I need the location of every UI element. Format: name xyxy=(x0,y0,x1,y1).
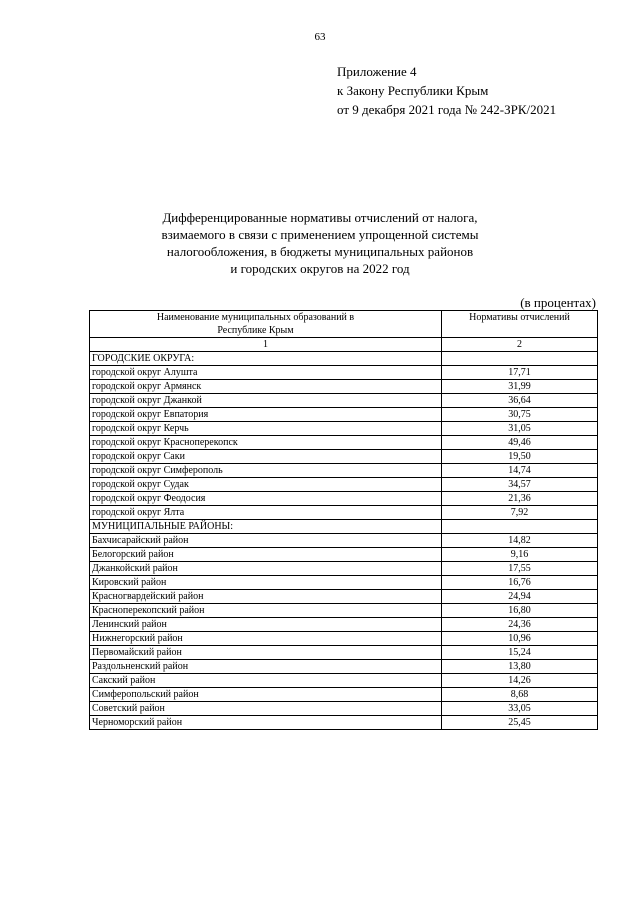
table-row xyxy=(90,604,598,618)
table-row xyxy=(90,590,598,604)
table-row xyxy=(90,408,598,422)
table-row xyxy=(90,478,598,492)
appendix-line: к Закону Республики Крым xyxy=(337,83,489,98)
municipality-name: Раздольненский район xyxy=(90,660,442,674)
appendix-line: от 9 декабря 2021 года № 242-ЗРК/2021 xyxy=(337,102,557,117)
municipality-name: Черноморский район xyxy=(90,716,442,730)
municipality-name: Бахчисарайский район xyxy=(90,534,442,548)
table-row xyxy=(90,716,598,730)
municipality-name: городской округ Ялта xyxy=(90,506,442,520)
norm-value: 14,82 xyxy=(442,534,598,548)
norm-value: 31,05 xyxy=(442,422,598,436)
norm-value: 14,74 xyxy=(442,464,598,478)
municipality-name: Красногвардейский район xyxy=(90,590,442,604)
column-number-row xyxy=(90,338,598,352)
municipality-name: городской округ Судак xyxy=(90,478,442,492)
section-empty-cell xyxy=(442,352,598,366)
table-row xyxy=(90,436,598,450)
norm-value: 36,64 xyxy=(442,394,598,408)
municipality-name: Джанкойский район xyxy=(90,562,442,576)
norm-value: 24,94 xyxy=(442,590,598,604)
table-row xyxy=(90,492,598,506)
table-row xyxy=(90,562,598,576)
column-header-name: Наименование муниципальных образований в Республике Крым xyxy=(90,311,442,338)
municipality-name: Ленинский район xyxy=(90,618,442,632)
table-row xyxy=(90,618,598,632)
norm-value: 24,36 xyxy=(442,618,598,632)
table-row xyxy=(90,576,598,590)
municipality-name: Симферопольский район xyxy=(90,688,442,702)
norm-value: 17,71 xyxy=(442,366,598,380)
norm-value: 16,76 xyxy=(442,576,598,590)
norm-value: 17,55 xyxy=(442,562,598,576)
table-row xyxy=(90,366,598,380)
norm-value: 10,96 xyxy=(442,632,598,646)
table-body xyxy=(90,352,598,730)
municipality-name: городской округ Феодосия xyxy=(90,492,442,506)
municipality-name: Нижнегорский район xyxy=(90,632,442,646)
title-line: Дифференцированные нормативы отчислений от налога, xyxy=(162,210,478,225)
norm-value: 9,16 xyxy=(442,548,598,562)
table-row xyxy=(90,674,598,688)
table-row xyxy=(90,394,598,408)
table-header-row xyxy=(90,311,598,338)
norm-value: 14,26 xyxy=(442,674,598,688)
units-label: (в процентах) xyxy=(520,295,596,310)
table-row xyxy=(90,422,598,436)
title-line: и городских округов на 2022 год xyxy=(230,261,410,276)
column-header-norm: Нормативы отчислений xyxy=(442,311,598,338)
table-row xyxy=(90,632,598,646)
municipality-name: Кировский район xyxy=(90,576,442,590)
table-row xyxy=(90,534,598,548)
municipality-name: городской округ Керчь xyxy=(90,422,442,436)
municipality-name: Советский район xyxy=(90,702,442,716)
section-title: ГОРОДСКИЕ ОКРУГА: xyxy=(90,352,442,366)
norm-value: 25,45 xyxy=(442,716,598,730)
title-line: налогообложения, в бюджеты муниципальных районов xyxy=(166,244,474,259)
column-number: 1 xyxy=(90,338,442,352)
norm-value: 13,80 xyxy=(442,660,598,674)
municipality-name: городской округ Алушта xyxy=(90,366,442,380)
norm-value: 30,75 xyxy=(442,408,598,422)
section-row xyxy=(90,352,598,366)
municipality-name: городской округ Джанкой xyxy=(90,394,442,408)
table-row xyxy=(90,506,598,520)
norm-value: 34,57 xyxy=(442,478,598,492)
table-row xyxy=(90,450,598,464)
norm-value: 15,24 xyxy=(442,646,598,660)
norm-value: 7,92 xyxy=(442,506,598,520)
table-row xyxy=(90,646,598,660)
norm-value: 31,99 xyxy=(442,380,598,394)
appendix-block xyxy=(337,62,556,119)
section-row xyxy=(90,520,598,534)
municipality-name: городской округ Красноперекопск xyxy=(90,436,442,450)
page-number: 63 xyxy=(314,31,326,43)
table-row xyxy=(90,464,598,478)
municipality-name: городской округ Евпатория xyxy=(90,408,442,422)
table-row xyxy=(90,548,598,562)
norm-value: 49,46 xyxy=(442,436,598,450)
document-title xyxy=(80,209,560,277)
norm-value: 19,50 xyxy=(442,450,598,464)
section-title: МУНИЦИПАЛЬНЫЕ РАЙОНЫ: xyxy=(90,520,442,534)
municipality-name: городской округ Саки xyxy=(90,450,442,464)
column-number: 2 xyxy=(442,338,598,352)
municipality-name: Сакский район xyxy=(90,674,442,688)
municipality-name: городской округ Армянск xyxy=(90,380,442,394)
table-row xyxy=(90,660,598,674)
title-line: взимаемого в связи с применением упрощенной системы xyxy=(161,227,479,242)
appendix-line: Приложение 4 xyxy=(337,64,417,79)
norm-value: 8,68 xyxy=(442,688,598,702)
municipality-name: Красноперекопский район xyxy=(90,604,442,618)
municipality-name: Первомайский район xyxy=(90,646,442,660)
section-empty-cell xyxy=(442,520,598,534)
norms-table xyxy=(89,310,598,730)
norm-value: 16,80 xyxy=(442,604,598,618)
norm-value: 21,36 xyxy=(442,492,598,506)
norm-value: 33,05 xyxy=(442,702,598,716)
municipality-name: городской округ Симферополь xyxy=(90,464,442,478)
table-row xyxy=(90,380,598,394)
municipality-name: Белогорский район xyxy=(90,548,442,562)
table-row xyxy=(90,702,598,716)
table-row xyxy=(90,688,598,702)
